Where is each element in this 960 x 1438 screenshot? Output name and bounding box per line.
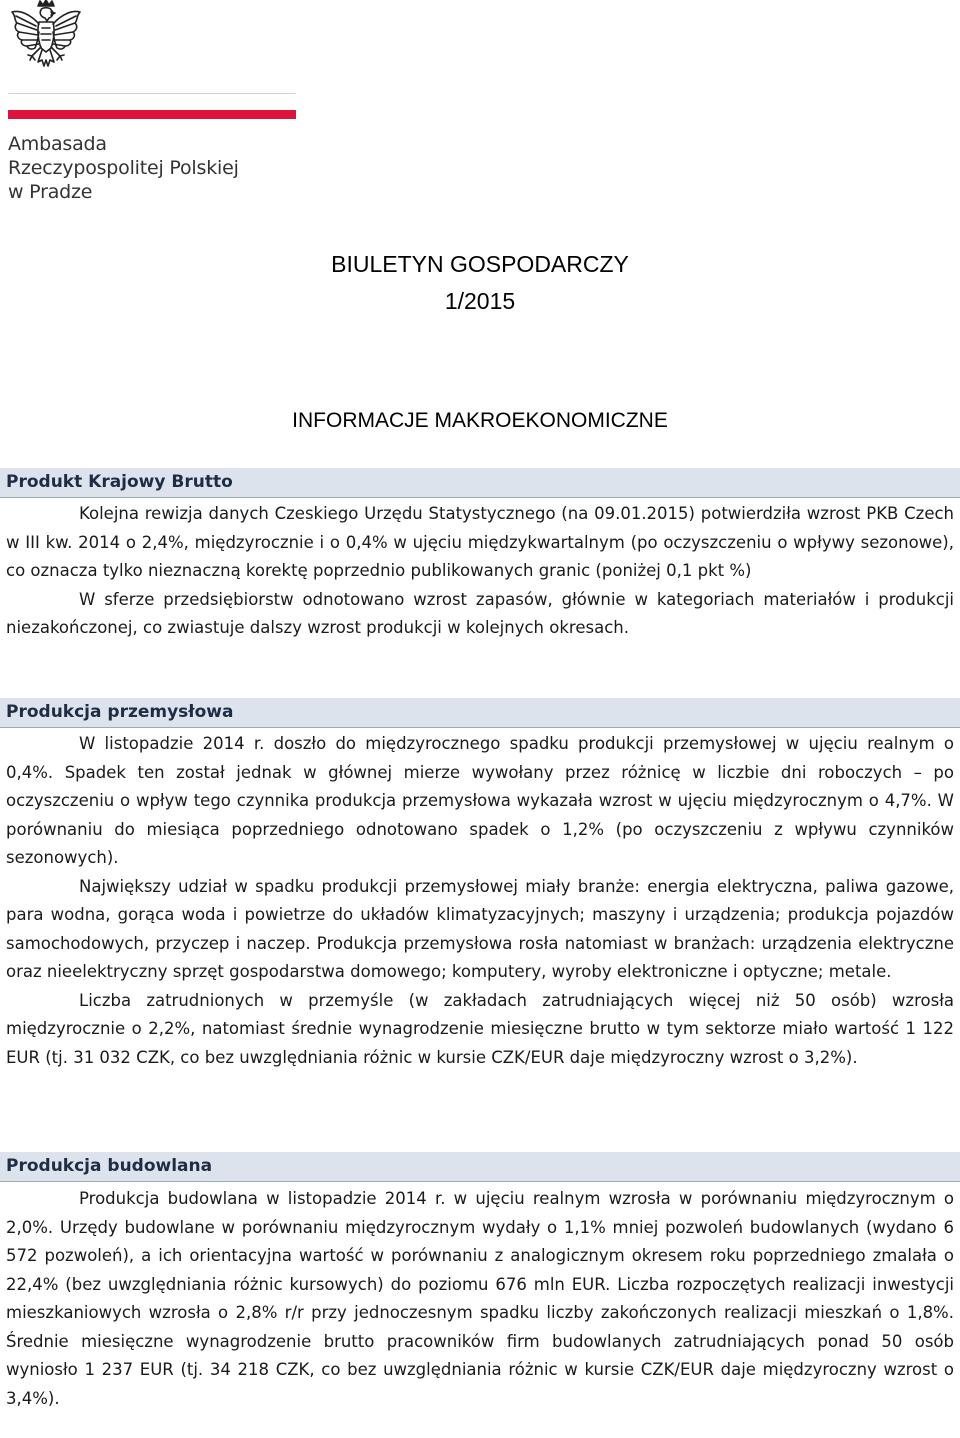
section-heading-industrial-production: Produkcja przemysłowa <box>0 698 960 728</box>
paragraph: Liczba zatrudnionych w przemyśle (w zakładach zatrudniających więcej niż 50 osób) wzrosła międzyrocznie o 2,2%, natomiast średnie wynagrodzenie miesięczne brutto w tym sektorze miało wartość 1 122 EUR (tj. 31 032 CZK, co bez uwzględniania różnic w kursie CZK/EUR daje międzyroczny wzrost o 3,2%). <box>6 990 954 1067</box>
paragraph: Kolejna rewizja danych Czeskiego Urzędu Statystycznego (na 09.01.2015) potwierdziła wzrost PKB Czech w III kw. 2014 o 2,4%, międzyrocznie i o 0,4% w ujęciu międzykwartalnym (po oczyszczeniu o wpływy sezonowe), co oznacza tylko nieznaczną korektę poprzednio publikowanych granic (poniżej 0,1 pkt %) <box>6 504 954 580</box>
paragraph: W sferze przedsiębiorstw odnotowano wzrost zapasów, głównie w kategoriach materiałów i produkcji niezakończonej, co zwiastuje dalszy wzrost produkcji w kolejnych okresach. <box>6 589 954 637</box>
section-body-construction <box>6 1185 954 1413</box>
paragraph: Produkcja budowlana w listopadzie 2014 r. w ujęciu realnym wzrosła w porównaniu międzyrocznym o 2,0%. Urzędy budowlane w porównaniu międzyrocznym wydały o 1,1% mniej pozwoleń budowlanych (wydano 6 572 pozwoleń), a ich orientacyjna wartość w porównaniu z analogicznym okresem roku poprzedniego zmalała o 22,4% (bez uwzględniania różnic kursowych) do poziomu 676 mln EUR. Liczba rozpoczętych realizacji inwestycji mieszkaniowych wzrosła o 2,8% r/r przy jednoczesnym spadku liczby zakończonych realizacji mieszkań o 1,8%. Średnie miesięczne wynagrodzenie brutto pracowników firm budowlanych zatrudniających ponad 50 osób wyniosło 1 237 EUR (tj. 34 218 CZK, co bez uwzględniania różnic w kursie CZK/EUR daje międzyroczny wzrost o 3,4%). <box>6 1189 954 1408</box>
flag-white-stripe <box>8 93 296 94</box>
embassy-line-2: Rzeczypospolitej Polskiej <box>8 157 239 179</box>
section-heading-construction: Produkcja budowlana <box>0 1152 960 1182</box>
embassy-line-3: w Pradze <box>8 181 93 203</box>
section-body-industrial-production <box>6 730 954 1072</box>
flag-red-stripe <box>8 110 296 119</box>
document-title: BIULETYN GOSPODARCZY <box>331 251 629 277</box>
section-body-pkb <box>6 500 954 643</box>
polish-eagle-emblem-icon <box>8 0 84 80</box>
embassy-name <box>8 132 239 204</box>
document-issue: 1/2015 <box>444 288 516 314</box>
paragraph: W listopadzie 2014 r. doszło do międzyrocznego spadku produkcji przemysłowej w ujęciu realnym o 0,4%. Spadek ten został jednak w głównej mierze wywołany przez różnicę w liczbie dni roboczych – po oczyszczeniu o wpływ tego czynnika produkcja przemysłowa wykazała wzrost w ujęciu międzyrocznym o 4,7%. W porównaniu do miesiąca poprzedniego odnotowano spadek o 1,2% (po oczyszczeniu z wpływu czynników sezonowych). <box>6 734 954 867</box>
section-heading-pkb: Produkt Krajowy Brutto <box>0 468 960 498</box>
document-subtitle: INFORMACJE MAKROEKONOMICZNE <box>292 409 668 432</box>
embassy-line-1: Ambasada <box>8 133 107 155</box>
paragraph: Największy udział w spadku produkcji przemysłowej miały branże: energia elektryczna, paliwa gazowe, para wodna, gorąca woda i powietrze do układów klimatyzacyjnych; maszyny i urządzenia; produkcja pojazdów samochodowych, przyczep i naczep. Produkcja przemysłowa rosła natomiast w branżach: urządzenia elektryczne oraz nieelektryczny sprzęt gospodarstwa domowego; komputery, wyroby elektroniczne i optyczne; metale. <box>6 876 954 981</box>
